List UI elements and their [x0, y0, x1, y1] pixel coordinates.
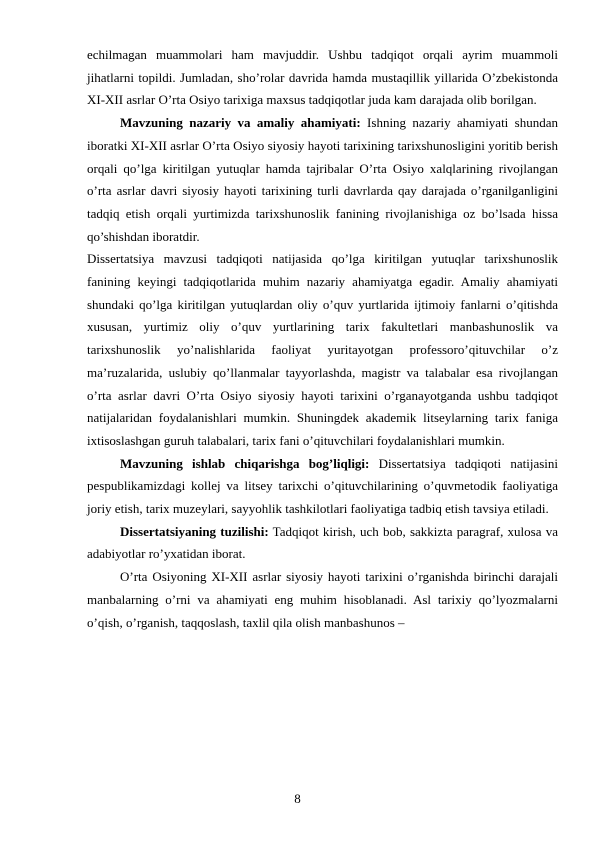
paragraph-intro-continuation [87, 44, 558, 112]
body-text [87, 44, 558, 634]
paragraph-text: Dissertatsiya mavzusi tadqiqoti natijasida qo’lga kiritilgan yutuqlar tarixshunoslik fanining keyingi tadqiqotlarida muhim nazariy ahamiyatga egadir. Amaliy ahamiyati shundaki qo’lga kiritilgan yutuqlardan oliy o’quv yurtlarida ijtimoiy fanlarni o’qitishda xususan, yurtimiz oliy o’quv yurtlarining tarix fakultetlari manbashunoslik va tarixshunoslik yo’nalishlarida faoliyat yuritayotgan professoro’qituvchilar o’z ma’ruzalarida, uslubiy qo’llanmalar tayyorlashda, magistr va talabalar esa rivojlangan o’rta asrlar davri O’rta Osiyo siyosiy hayoti tarixini o’rganayotganda ushbu tadqiqot natijalaridan foydalanishlari mumkin. Shuningdek akademik litseylarning tarix faniga ixtisoslashgan guruh talabalari, tarix fani o’qituvchilari foydalanishlari mumkin. [87, 251, 558, 448]
paragraph-theoretical-practical-significance [87, 112, 558, 248]
paragraph-text: Dissertatsiya tadqiqoti natijasini pespublikamizdagi kollej va litsey tarixchi o’qituvchilarining o’quvmetodik faoliyatiga joriy etish, tarix muzeylari, sayyohlik tashkilotlari faoliyatiga tadbiq etish tavsiya etiladi. [87, 455, 558, 517]
paragraph-structure [87, 521, 558, 566]
paragraph-text: echilmagan muammolari ham mavjuddir. Ushbu tadqiqot orqali ayrim muammoli jihatlarni topildi. Jumladan, sho’rolar davrida hamda mustaqillik yillarida O’zbekistonda XI-XII asrlar O’rta Osiyo tarixiga maxsus tadqiqotlar juda kam darajada olib borilgan. [87, 47, 558, 108]
section-heading: Dissertatsiyaning tuzilishi: [120, 523, 269, 539]
page-number: 8 [294, 791, 301, 806]
paragraph-results-usage [87, 248, 558, 452]
section-heading: Mavzuning ishlab chiqarishga bog’liqligi: [120, 455, 370, 471]
paragraph-text: Ishning nazariy ahamiyati shundan iboratki XI-XII asrlar O’rta Osiyo siyosiy hayoti tarixining tarixshunosligini yoritib berish orqali qo’lga kiritilgan yutuqlar hamda tajribalar O’rta Osiyo xalqlarining rivojlangan o’rta asrlar davri siyosiy hayoti tarixining turli davrlarda qay darajada o’rganilganligini tadqiq etish orqali yurtimizda tarixshunoslik fanining rivojlanishiga oz bo’lsada hissa qo’shishdan iboratdir. [87, 115, 558, 244]
paragraph-sources [87, 566, 558, 634]
paragraph-text: Tadqiqot kirish, uch bob, sakkizta paragraf, xulosa va adabiyotlar ro’yxatidan iborat. [87, 523, 558, 562]
section-heading: Mavzuning nazariy va amaliy ahamiyati: [120, 115, 361, 131]
paragraph-production-relevance [87, 453, 558, 521]
paragraph-text: O’rta Osiyoning XI-XII asrlar siyosiy hayoti tarixini o’rganishda birinchi darajali manbalarning o’rni va ahamiyati eng muhim hisoblanadi. Asl tarixiy qo’lyozmalarni o’qish, o’rganish, taqqoslash, taxlil qila olish manbashunos – [87, 569, 558, 630]
